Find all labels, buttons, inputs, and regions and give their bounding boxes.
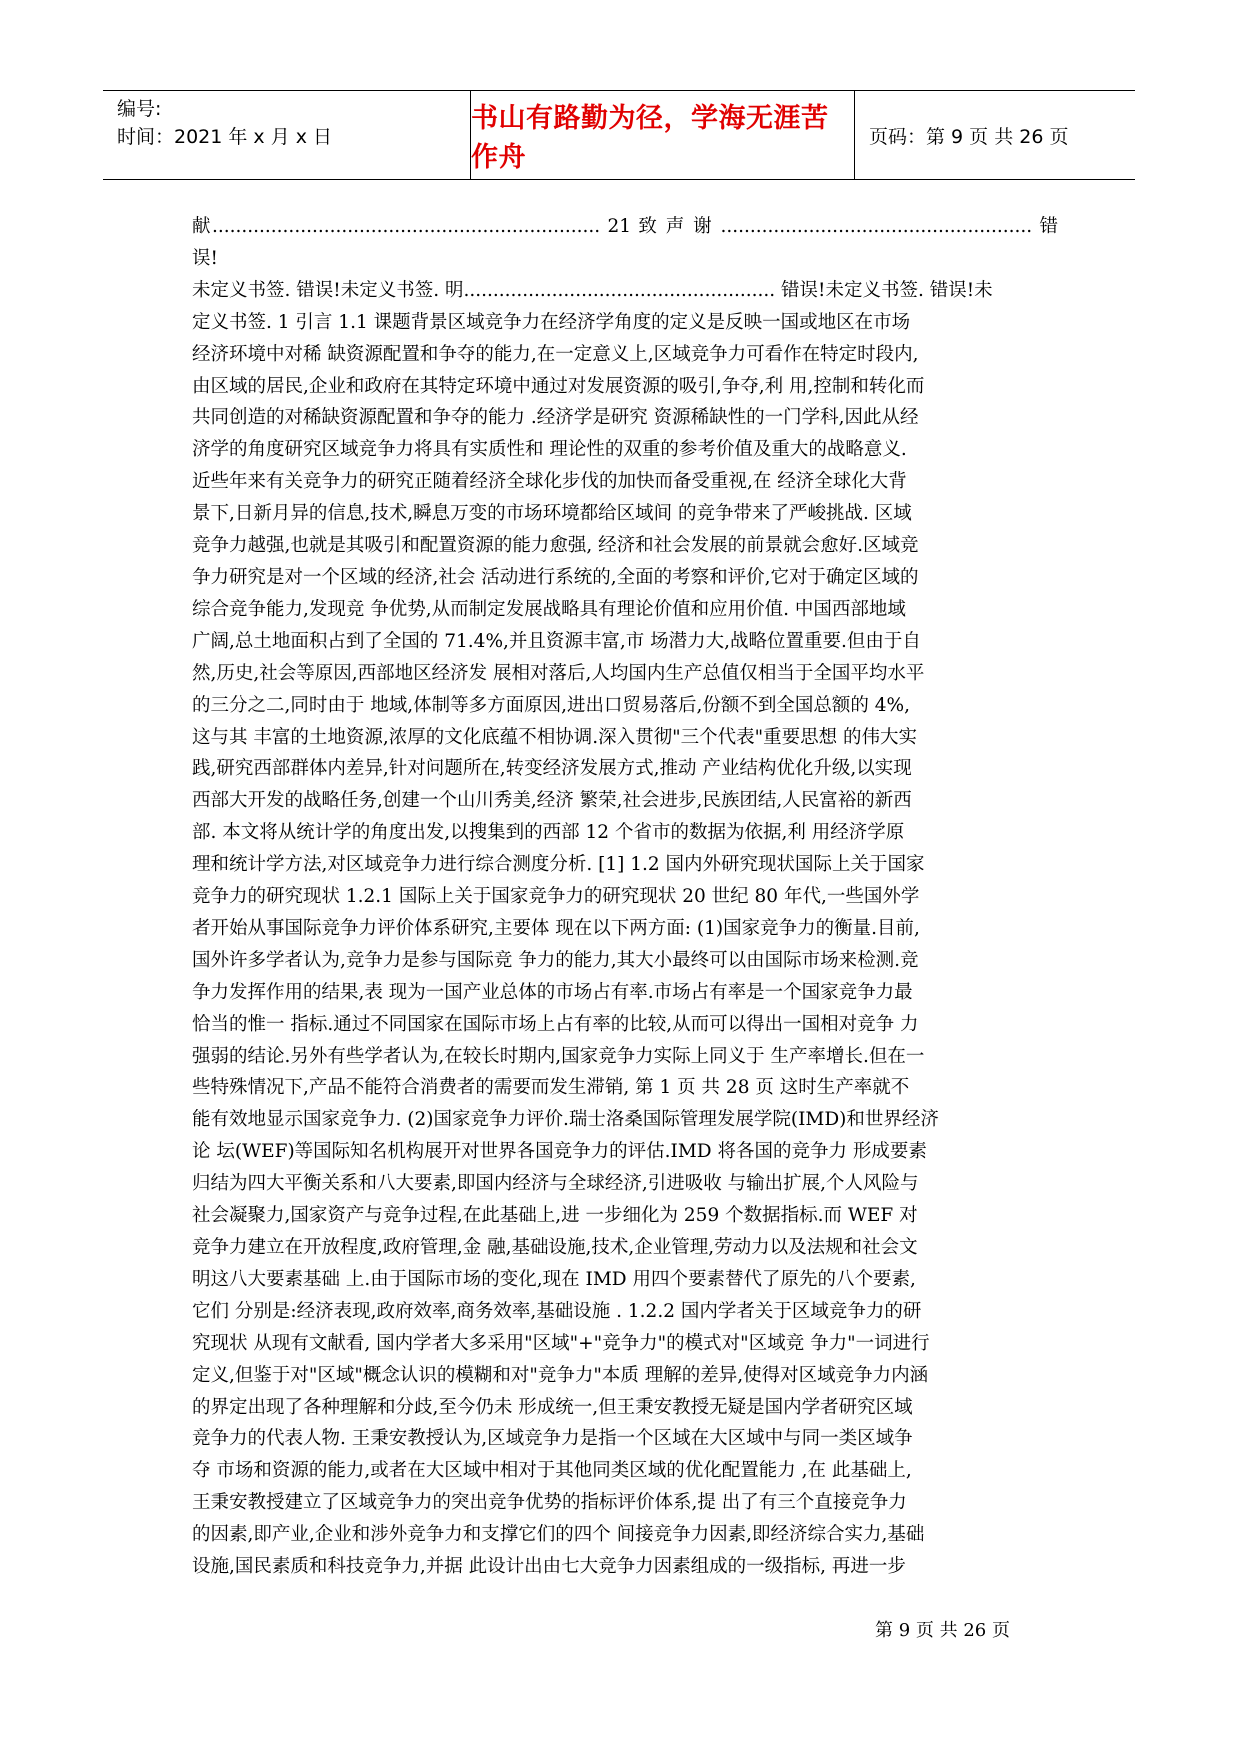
body-line: 献.................................................................. 21 致 声 谢 ..................................................... 错误! [192, 216, 1058, 269]
body-line: 者开始从事国际竞争力评价体系研究,主要体 现在以下两方面: (1)国家竞争力的衡量.目前, [192, 917, 920, 939]
body-line: 理和统计学方法,对区域竞争力进行综合测度分析. [1] 1.2 国内外研究现状国际上关于国家 [192, 854, 925, 876]
body-line: 些特殊情况下,产品不能符合消费者的需要而发生滞销, 第 1 页 共 28 页 这时生产率就不 [192, 1077, 910, 1099]
header-divider [854, 91, 855, 179]
body-line: 竞争力的代表人物. 王秉安教授认为,区域竞争力是指一个区域在大区域中与同一类区域争 [192, 1428, 913, 1450]
body-line: 的三分之二,同时由于 地域,体制等多方面原因,进出口贸易落后,份额不到全国总额的 4%, [192, 694, 911, 716]
body-line: 部. 本文将从统计学的角度出发,以搜集到的西部 12 个省市的数据为依据,利 用经济学原 [192, 822, 905, 844]
body-line: 国外许多学者认为,竞争力是参与国际竞 争力的能力,其大小最终可以由国际市场来检测.竞 [192, 949, 919, 971]
page-footer: 第 9 页 共 26 页 [875, 1620, 1010, 1641]
body-line: 定义,但鉴于对"区域"概念认识的模糊和对"竞争力"本质 理解的差异,使得对区域竞争力内涵 [192, 1364, 929, 1386]
body-line: 定义书签. 1 引言 1.1 课题背景区域竞争力在经济学角度的定义是反映一国或地区在市场 [192, 311, 911, 333]
header-meta [117, 95, 462, 175]
body-line: 然,历史,社会等原因,西部地区经济发 展相对落后,人均国内生产总值仅相当于全国平均水平 [192, 662, 925, 684]
body-line: 争力研究是对一个区域的经济,社会 活动进行系统的,全面的考察和评价,它对于确定区域的 [192, 566, 919, 588]
body-line: 景下,日新月异的信息,技术,瞬息万变的市场环境都给区域间 的竞争带来了严峻挑战. 区域 [192, 503, 912, 525]
body-line: 这与其 丰富的土地资源,浓厚的文化底蕴不相协调.深入贯彻"三个代表"重要思想 的伟大实 [192, 726, 918, 748]
time-text: 时间：2021 年 x 月 x 日 [117, 126, 333, 148]
body-line: 共同创造的对稀缺资源配置和争夺的能力 .经济学是研究 资源稀缺性的一门学科,因此从经 [192, 407, 919, 429]
motto: 书山有路勤为径，学海无涯苦作舟 [471, 103, 829, 173]
body-line: 明这八大要素基础 上.由于国际市场的变化,现在 IMD 用四个要素替代了原先的八个要素, [192, 1268, 916, 1290]
body-line: 经济环境中对稀 缺资源配置和争夺的能力,在一定意义上,区域竞争力可看作在特定时段内, [192, 343, 919, 365]
body-line: 综合竞争能力,发现竞 争优势,从而制定发展战略具有理论价值和应用价值. 中国西部地域 [192, 598, 906, 620]
body-line: 王秉安教授建立了区域竞争力的突出竞争优势的指标评价体系,提 出了有三个直接竞争力 [192, 1492, 907, 1514]
body-line: 践,研究西部群体内差异,针对问题所在,转变经济发展方式,推动 产业结构优化升级,以实现 [192, 758, 912, 780]
body-line: 它们 分别是:经济表现,政府效率,商务效率,基础设施 . 1.2.2 国内学者关于区域竞争力的研 [192, 1300, 922, 1322]
body-text [192, 211, 1058, 1583]
body-line: 竞争力越强,也就是其吸引和配置资源的能力愈强, 经济和社会发展的前景就会愈好.区域竞 [192, 535, 919, 557]
body-line: 近些年来有关竞争力的研究正随着经济全球化步伐的加快而备受重视,在 经济全球化大背 [192, 471, 907, 493]
body-line: 济学的角度研究区域竞争力将具有实质性和 理论性的双重的参考价值及重大的战略意义. [192, 439, 907, 461]
body-line: 究现状 从现有文献看, 国内学者大多采用"区域"+"竞争力"的模式对"区域竞 争力"一词进行 [192, 1332, 930, 1354]
body-line: 竞争力的研究现状 1.2.1 国际上关于国家竞争力的研究现状 20 世纪 80 年代,一些国外学 [192, 886, 920, 908]
body-line: 未定义书签. 错误!未定义书签. 明..................................................... 错误!未定义书签. 错误!未 [192, 279, 993, 301]
body-line: 归结为四大平衡关系和八大要素,即国内经济与全球经济,引进吸收 与输出扩展,个人风险与 [192, 1173, 919, 1195]
code-label: 编号: [117, 98, 162, 120]
body-line: 能有效地显示国家竞争力. (2)国家竞争力评价.瑞士洛桑国际管理发展学院(IMD)和世界经济 [192, 1109, 939, 1131]
body-line: 西部大开发的战略任务,创建一个山川秀美,经济 繁荣,社会进步,民族团结,人民富裕的新西 [192, 790, 912, 812]
body-line: 争力发挥作用的结果,表 现为一国产业总体的市场占有率.市场占有率是一个国家竞争力最 [192, 981, 913, 1003]
body-line: 社会凝聚力,国家资产与竞争过程,在此基础上,进 一步细化为 259 个数据指标.而 WEF 对 [192, 1205, 918, 1227]
body-line: 广阔,总土地面积占到了全国的 71.4%,并且资源丰富,市 场潜力大,战略位置重要.但由于自 [192, 630, 921, 652]
body-line: 设施,国民素质和科技竞争力,并据 此设计出由七大竞争力因素组成的一级指标, 再进一步 [192, 1556, 906, 1578]
page-code: 页码：第 9 页 共 26 页 [869, 125, 1069, 148]
body-line: 竞争力建立在开放程度,政府管理,金 融,基础设施,技术,企业管理,劳动力以及法规和社会文 [192, 1237, 918, 1258]
page-header [103, 90, 1135, 180]
body-line: 夺 市场和资源的能力,或者在大区域中相对于其他同类区域的优化配置能力 ,在 此基础上, [192, 1460, 912, 1482]
body-line: 由区域的居民,企业和政府在其特定环境中通过对发展资源的吸引,争夺,利 用,控制和转化而 [192, 375, 925, 397]
body-line: 的界定出现了各种理解和分歧,至今仍未 形成统一,但王秉安教授无疑是国内学者研究区域 [192, 1396, 913, 1418]
body-line: 论 坛(WEF)等国际知名机构展开对世界各国竞争力的评估.IMD 将各国的竞争力 形成要素 [192, 1141, 927, 1163]
body-line: 强弱的结论.另外有些学者认为,在较长时期内,国家竞争力实际上同义于 生产率增长.但在一 [192, 1045, 925, 1067]
body-line: 的因素,即产业,企业和涉外竞争力和支撑它们的四个 间接竞争力因素,即经济综合实力,基础 [192, 1524, 925, 1546]
body-line: 恰当的惟一 指标.通过不同国家在国际市场上占有率的比较,从而可以得出一国相对竞争 力 [192, 1013, 919, 1035]
